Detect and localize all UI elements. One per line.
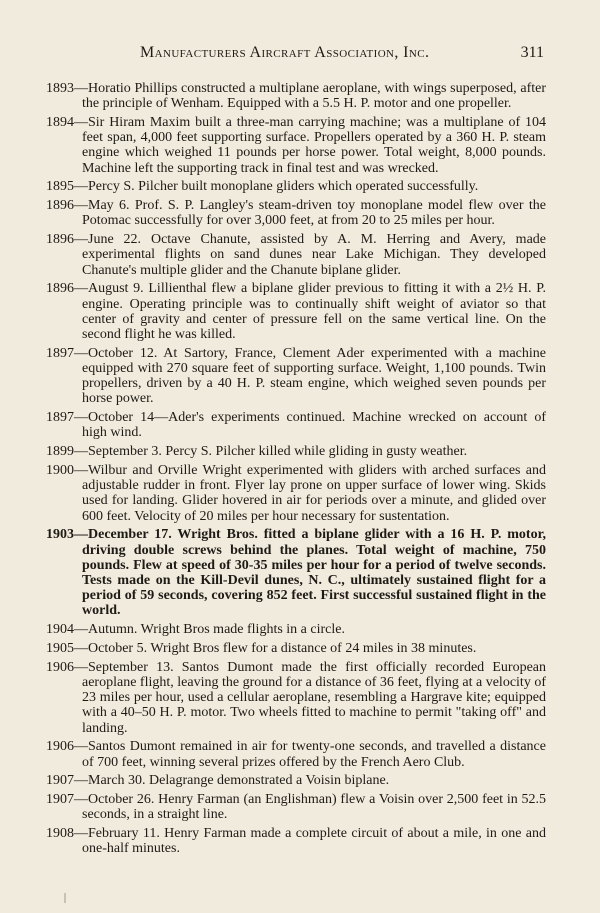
- chronology-entry: 1894—Sir Hiram Maxim built a three-man carrying machine; was a multiplane of 104 feet span, 4,000 feet supporting surface. Propellers operated by a 360 H. P. steam engine which weighed 11 pounds per horse power. Total weight, 8,000 pounds. Machine left the supporting track in final test and was wrecked.: [46, 115, 546, 176]
- entry-year: 1904: [46, 622, 74, 638]
- entry-text: Sir Hiram Maxim built a three-man carrying machine; was a multiplane of 104 feet span, 4,000 feet supporting surface. Propellers operated by a 360 H. P. steam engine which weighed 11 pounds per horse power. Total weight, 8,000 pounds. Machine left the supporting track in final test and was wrecked.: [82, 115, 546, 176]
- entry-year: 1896: [46, 198, 74, 214]
- entry-year: 1893: [46, 81, 74, 96]
- chronology-entry: 1897—October 14—Ader's experiments continued. Machine wrecked on account of high wind.: [46, 410, 546, 441]
- chronology-entry: 1897—October 12. At Sartory, France, Clement Ader experimented with a machine equipped with 270 square feet of supporting surface. Weight, 1,100 pounds. Twin propellers, driven by a 40 H. P. steam engine, which weighed seven pounds per horse power.: [46, 345, 546, 407]
- chronology-entry: 1896—June 22. Octave Chanute, assisted by A. M. Herring and Avery, made experimental flights on sand dunes near Lake Michigan. They developed Chanute's multiple glider and the Chanute biplane glider.: [46, 232, 546, 278]
- chronology-entry: 1895—Percy S. Pilcher built monoplane gliders which operated successfully.: [46, 179, 479, 195]
- entry-year: 1906: [46, 659, 74, 675]
- entry-text: September 3. Percy S. Pilcher killed while gliding in gusty weather.: [88, 444, 468, 460]
- chronology-entry: 1908—February 11. Henry Farman made a complete circuit of about a mile, in one and one-half minutes.: [46, 826, 546, 857]
- paper-blemish: [64, 893, 66, 903]
- entry-year: 1896: [46, 281, 74, 297]
- entry-text: October 12. At Sartory, France, Clement Ader experimented with a machine equipped with 270 square feet of supporting surface. Weight, 1,100 pounds. Twin propellers, driven by a 40 H. P. steam engine, which weighed seven pounds per horse power.: [82, 345, 546, 407]
- entry-year: 1899: [46, 444, 74, 460]
- chronology-entry: 1904—Autumn. Wright Bros made flights in a circle.: [46, 622, 345, 638]
- chronology-entry: 1907—March 30. Delagrange demonstrated a Voisin biplane.: [46, 773, 390, 789]
- running-header-title: Manufacturers Aircraft Association, Inc.: [140, 44, 430, 61]
- entry-year: 1894: [46, 115, 74, 130]
- entry-year: 1906: [46, 739, 74, 755]
- entry-text: Santos Dumont remained in air for twenty-one seconds, and travelled a distance of 700 feet, winning several prizes offered by the French Aero Club.: [82, 739, 546, 770]
- entry-text: March 30. Delagrange demonstrated a Voisin biplane.: [88, 773, 390, 789]
- entry-year: 1897: [46, 410, 74, 426]
- entry-year: 1895: [46, 179, 74, 195]
- chronology-entry: 1899—September 3. Percy S. Pilcher killed while gliding in gusty weather.: [46, 444, 468, 460]
- chronology-entry: 1906—September 13. Santos Dumont made the first officially recorded European aeroplane flight, leaving the ground for a distance of 36 feet, flying at a velocity of 23 miles per hour, used a cellular aeroplane, resembling a Hargrave kite; equipped with a 40–50 H. P. motor. Two wheels fitted to machine to permit "taking off" and landing.: [46, 659, 546, 736]
- running-header: [140, 44, 544, 66]
- chronology-entry: 1896—August 9. Lillienthal flew a biplane glider previous to fitting it with a 2½ H. P. engine. Operating principle was to continually shift weight of aviator so that center of gravity and center of pressure fell on the same vertical line. On the second flight he was killed.: [46, 281, 546, 343]
- entry-text: October 26. Henry Farman (an Englishman) flew a Voisin over 2,500 feet in 52.5 seconds, in a straight line.: [82, 792, 546, 823]
- entry-year: 1897: [46, 345, 74, 361]
- chronology-entry-highlighted: 1903—December 17. Wright Bros. fitted a biplane glider with a 16 H. P. motor, driving double screws behind the planes. Total weight of machine, 750 pounds. Flew at speed of 30-35 miles per hour for a period of twelve seconds. Tests made on the Kill-Devil dunes, N. C., ultimately sustained flight for a period of 59 seconds, covering 852 feet. First successful sustained flight in the world.: [46, 527, 546, 619]
- entry-text: February 11. Henry Farman made a complete circuit of about a mile, in one and one-half minutes.: [82, 826, 546, 857]
- chronology-entry: 1907—October 26. Henry Farman (an Englishman) flew a Voisin over 2,500 feet in 52.5 seconds, in a straight line.: [46, 792, 546, 823]
- chronology-entry: 1893—Horatio Phillips constructed a multiplane aeroplane, with wings superposed, after the principle of Wenham. Equipped with a 5.5 H. P. motor and one propeller.: [46, 81, 546, 112]
- chronology-list: [46, 81, 546, 860]
- entry-text: June 22. Octave Chanute, assisted by A. M. Herring and Avery, made experimental flights on sand dunes near Lake Michigan. They developed Chanute's multiple glider and the Chanute biplane glider.: [82, 232, 546, 278]
- chronology-entry: 1905—October 5. Wright Bros flew for a distance of 24 miles in 38 minutes.: [46, 641, 477, 657]
- entry-text: September 13. Santos Dumont made the first officially recorded European aeroplane flight, leaving the ground for a distance of 36 feet, flying at a velocity of 23 miles per hour, used a cellular aeroplane, resembling a Hargrave kite; equipped with a 40–50 H. P. motor. Two wheels fitted to machine to permit "taking off" and landing.: [82, 659, 546, 736]
- entry-text: December 17. Wright Bros. fitted a biplane glider with a 16 H. P. motor, driving double screws behind the planes. Total weight of machine, 750 pounds. Flew at speed of 30-35 miles per hour for a period of twelve seconds. Tests made on the Kill-Devil dunes, N. C., ultimately sustained flight for a period of 59 seconds, covering 852 feet. First successful sustained flight in the world.: [82, 527, 546, 619]
- entry-text: August 9. Lillienthal flew a biplane glider previous to fitting it with a 2½ H. P. engine. Operating principle was to continually shift weight of aviator so that center of gravity and center of pressure fell on the same vertical line. On the second flight he was killed.: [82, 281, 546, 343]
- page-number: 311: [520, 44, 544, 61]
- chronology-entry: 1900—Wilbur and Orville Wright experimented with gliders with arched surfaces and adjustable rudder in front. Flyer lay prone on upper surface of lower wing. Skids used for landing. Glider hovered in air for periods over a minute, and glided over 600 feet. Velocity of 20 miles per hour necessary for sustentation.: [46, 463, 546, 524]
- entry-year: 1903: [46, 527, 74, 543]
- entry-text: Horatio Phillips constructed a multiplane aeroplane, with wings superposed, after the principle of Wenham. Equipped with a 5.5 H. P. motor and one propeller.: [82, 81, 546, 112]
- entry-text: Percy S. Pilcher built monoplane gliders which operated successfully.: [88, 179, 479, 195]
- entry-text: Wilbur and Orville Wright experimented with gliders with arched surfaces and adjustable rudder in front. Flyer lay prone on upper surface of lower wing. Skids used for landing. Glider hovered in air for periods over a minute, and glided over 600 feet. Velocity of 20 miles per hour necessary for sustentation.: [82, 463, 546, 524]
- entry-year: 1908: [46, 826, 74, 842]
- entry-text: Autumn. Wright Bros made flights in a circle.: [88, 622, 345, 638]
- entry-year: 1900: [46, 463, 74, 479]
- entry-year: 1896: [46, 232, 74, 248]
- entry-text: May 6. Prof. S. P. Langley's steam-driven toy monoplane model flew over the Potomac successfully for over 3,000 feet, at from 20 to 25 miles per hour.: [82, 198, 546, 229]
- chronology-entry: 1896—May 6. Prof. S. P. Langley's steam-driven toy monoplane model flew over the Potomac successfully for over 3,000 feet, at from 20 to 25 miles per hour.: [46, 198, 546, 229]
- chronology-entry: 1906—Santos Dumont remained in air for twenty-one seconds, and travelled a distance of 700 feet, winning several prizes offered by the French Aero Club.: [46, 739, 546, 770]
- entry-year: 1905: [46, 641, 74, 657]
- entry-year: 1907: [46, 773, 74, 789]
- entry-year: 1907: [46, 792, 74, 808]
- entry-text: October 5. Wright Bros flew for a distance of 24 miles in 38 minutes.: [88, 641, 477, 657]
- entry-text: October 14—Ader's experiments continued. Machine wrecked on account of high wind.: [82, 410, 546, 441]
